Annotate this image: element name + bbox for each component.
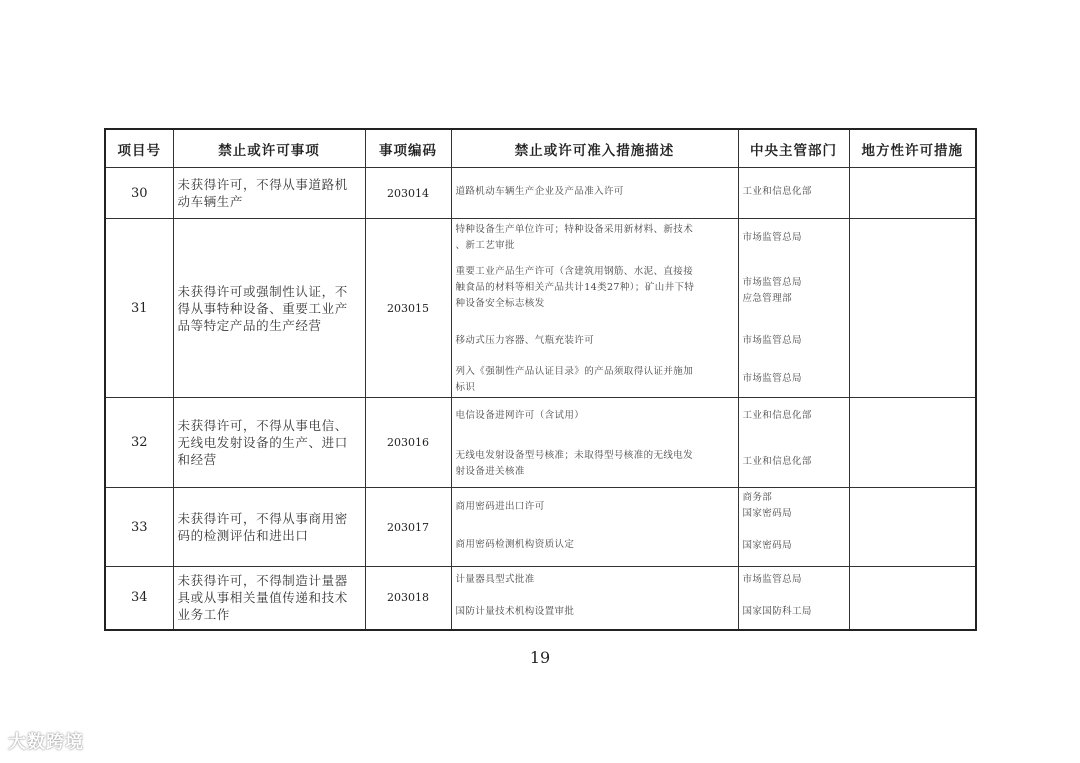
description-entry: 道路机动车辆生产企业及产品准入许可 (455, 186, 624, 197)
department-cell (738, 488, 849, 567)
page-number: 19 (529, 648, 551, 667)
department-cell (738, 219, 849, 398)
header-item-no: 项目号 (105, 129, 173, 168)
item-text: 未获得许可或强制性认证，不 得从事特种设备、重要工业产 品等特定产品的生产经营 (173, 219, 365, 398)
department-entry: 工业和信息化部 (742, 186, 812, 197)
local-measures-cell (849, 398, 976, 488)
table-row (105, 398, 976, 488)
department-entry: 工业和信息化部 (742, 456, 812, 467)
item-code: 203016 (365, 398, 451, 488)
description-entry: 国防计量技术机构设置审批 (455, 606, 575, 617)
description-entry: 特种设备生产单位许可；特种设备采用新材料、新技术 、新工艺审批 (455, 224, 694, 251)
item-code: 203018 (365, 567, 451, 630)
description-entry: 重要工业产品生产许可（含建筑用钢筋、水泥、直接接 触食品的材料等相关产品共计14类27种）；矿山井下特 种设备安全标志核发 (455, 266, 695, 309)
description-entry: 计量器具型式批准 (455, 574, 535, 585)
department-entry: 商务部 国家密码局 (742, 492, 793, 519)
description-entry: 移动式压力容器、气瓶充装许可 (455, 335, 595, 346)
watermark-logo (8, 728, 84, 754)
item-number: 30 (105, 168, 173, 219)
local-measures-cell (849, 567, 976, 630)
department-entry: 市场监管总局 (742, 373, 802, 384)
header-description: 禁止或许可准入措施描述 (451, 129, 738, 168)
department-cell (738, 398, 849, 488)
item-number: 32 (105, 398, 173, 488)
item-number: 33 (105, 488, 173, 567)
description-cell (451, 168, 738, 219)
local-measures-cell (849, 168, 976, 219)
department-entry: 市场监管总局 (742, 335, 802, 346)
description-entry: 商用密码进出口许可 (455, 501, 545, 512)
description-entry: 电信设备进网许可（含试用） (455, 410, 585, 421)
item-text: 未获得许可，不得从事道路机 动车辆生产 (173, 168, 365, 219)
description-cell (451, 398, 738, 488)
item-code: 203017 (365, 488, 451, 567)
header-local-measures: 地方性许可措施 (849, 129, 976, 168)
department-cell (738, 168, 849, 219)
item-code: 203015 (365, 219, 451, 398)
department-entry: 市场监管总局 应急管理部 (742, 277, 802, 304)
item-text: 未获得许可，不得从事商用密 码的检测评估和进出口 (173, 488, 365, 567)
permit-table (104, 128, 977, 631)
header-department: 中央主管部门 (738, 129, 849, 168)
description-entry: 无线电发射设备型号核准；未取得型号核准的无线电发 射设备进关核准 (455, 450, 694, 477)
description-cell (451, 219, 738, 398)
table-row (105, 168, 976, 219)
local-measures-cell (849, 488, 976, 567)
department-entry: 国家密码局 (742, 540, 793, 551)
item-number: 34 (105, 567, 173, 630)
table-row (105, 488, 976, 567)
description-entry: 列入《强制性产品认证目录》的产品须取得认证并施加 标识 (455, 366, 694, 393)
item-number: 31 (105, 219, 173, 398)
description-cell (451, 567, 738, 630)
header-row (105, 129, 976, 168)
department-entry: 国家国防科工局 (742, 606, 812, 617)
description-entry: 商用密码检测机构资质认定 (455, 539, 575, 550)
table-row (105, 567, 976, 630)
department-cell (738, 567, 849, 630)
department-entry: 市场监管总局 (742, 232, 802, 243)
table-row (105, 219, 976, 398)
item-code: 203014 (365, 168, 451, 219)
description-cell (451, 488, 738, 567)
header-code: 事项编码 (365, 129, 451, 168)
watermark-text: 大数跨境 (8, 732, 84, 753)
item-text: 未获得许可，不得从事电信、 无线电发射设备的生产、进口 和经营 (173, 398, 365, 488)
item-text: 未获得许可，不得制造计量器 具或从事相关量值传递和技术 业务工作 (173, 567, 365, 630)
department-entry: 工业和信息化部 (742, 410, 812, 421)
local-measures-cell (849, 219, 976, 398)
department-entry: 市场监管总局 (742, 574, 802, 585)
header-item: 禁止或许可事项 (173, 129, 365, 168)
